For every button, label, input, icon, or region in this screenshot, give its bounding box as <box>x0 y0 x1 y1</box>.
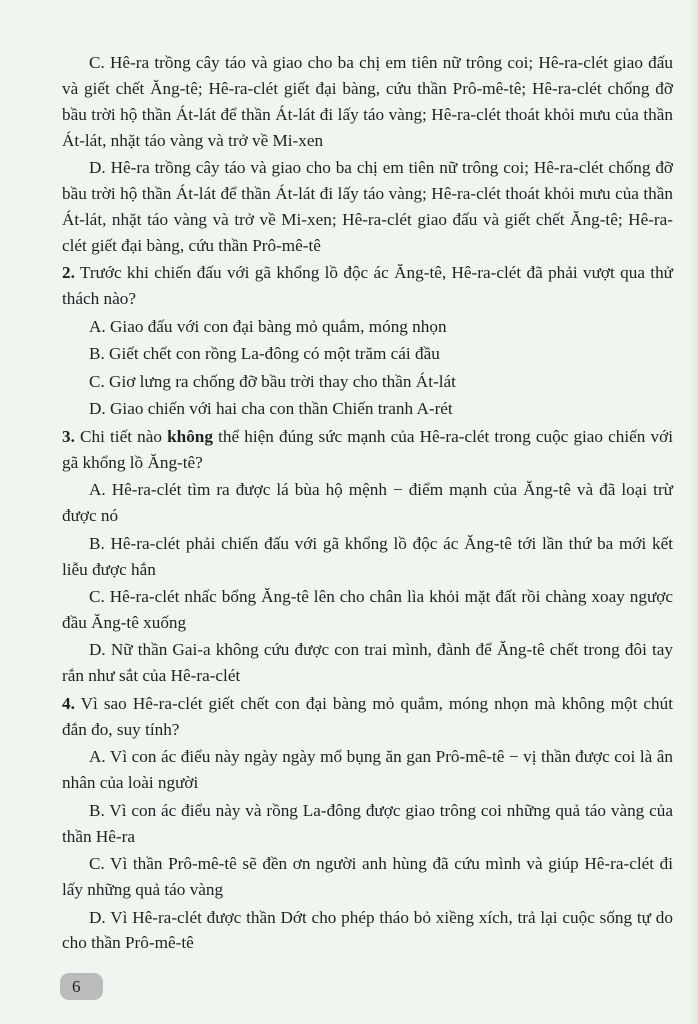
q4-option-c: C. Vì thần Prô-mê-tê sẽ đền ơn người anh hùng đã cứu mình và giúp Hê-ra-clét đi lấy những quả táo vàng <box>62 854 673 899</box>
question-text: Vì sao Hê-ra-clét giết chết con đại bàng mỏ quắm, móng nhọn mà không một chút đắn đo, suy tính? <box>62 693 673 739</box>
q2-option-a: A. Giao đấu với con đại bàng mỏ quắm, móng nhọn <box>89 316 447 336</box>
q3-option-d: D. Nữ thần Gai-a không cứu được con trai mình, đành để Ăng-tê chết trong đôi tay rắn như sắt của Hê-ra-clét <box>62 640 673 686</box>
page-number: 6 <box>60 973 103 1000</box>
question-3 <box>62 424 673 476</box>
question-text: thể hiện đúng sức mạnh của Hê-ra-clét trong cuộc giao chiến với gã khổng lồ Ăng-tê? <box>62 426 674 472</box>
q3-option-a: A. Hê-ra-clét tìm ra được lá bùa hộ mệnh − điểm mạnh của Ăng-tê và đã loại trừ được nó <box>62 480 673 526</box>
page-content <box>62 50 673 958</box>
question-number: 2. <box>62 263 75 283</box>
q2-option-b: B. Giết chết con rồng La-đông có một trăm cái đầu <box>89 344 440 364</box>
question-number: 4. <box>62 693 75 713</box>
page-edge-shadow <box>688 0 698 1024</box>
question-text: Chi tiết nào <box>74 426 168 446</box>
q4-option-b: B. Vì con ác điểu này và rồng La-đông được giao trông coi những quả táo vàng của thần Hê-ra <box>62 800 673 846</box>
q4-option-d: D. Vì Hê-ra-clét được thần Dớt cho phép tháo bỏ xiềng xích, trả lại cuộc sống tự do cho thần Prô-mê-tê <box>62 907 673 953</box>
q4-option-a: A. Vì con ác điểu này ngày ngày mổ bụng ăn gan Prô-mê-tê − vị thần được coi là ân nhân của loài người <box>62 747 673 793</box>
q1-option-d: D. Hê-ra trồng cây táo và giao cho ba chị em tiên nữ trông coi; Hê-ra-clét chống đỡ bầu trời hộ thần Át-lát để thần Át-lát đi lấy táo vàng; Hê-ra-clét thoát khỏi mưu của thần Át-lát, nhặt táo vàng và trở về Mi-xen; Hê-ra-clét giao đấu và giết chết Ăng-tê; Hê-ra-clét giết đại bàng, cứu thần Prô-mê-tê <box>62 158 673 255</box>
q3-option-c: C. Hê-ra-clét nhấc bổng Ăng-tê lên cho chân lìa khỏi mặt đất rồi chàng xoay ngược đầu Ăng-tê xuống <box>62 587 673 632</box>
question-2 <box>62 260 673 312</box>
q2-option-d: D. Giao chiến với hai cha con thần Chiến tranh A-rét <box>89 399 453 419</box>
question-text: Trước khi chiến đấu với gã khổng lồ độc ác Ăng-tê, Hê-ra-clét đã phải vượt qua thử thách nào? <box>62 263 673 309</box>
q2-option-c: C. Giơ lưng ra chống đỡ bầu trời thay cho thần Át-lát <box>89 371 456 391</box>
q1-option-c: C. Hê-ra trồng cây táo và giao cho ba chị em tiên nữ trông coi; Hê-ra-clét giao đấu và giết chết Ăng-tê; Hê-ra-clét giết đại bàng, cứu thần Prô-mê-tê; Hê-ra-clét chống đỡ bầu trời hộ thần Át-lát để thần Át-lát đi lấy táo vàng; Hê-ra-clét thoát khỏi mưu của thần Át-lát, nhặt táo vàng và trở về Mi-xen <box>62 53 673 150</box>
question-emphasis: không <box>167 426 213 446</box>
question-4 <box>62 691 673 743</box>
q3-option-b: B. Hê-ra-clét phải chiến đấu với gã khổng lồ độc ác Ăng-tê tới lần thứ ba mới kết liễu được hắn <box>62 533 673 579</box>
question-number: 3. <box>62 426 75 446</box>
